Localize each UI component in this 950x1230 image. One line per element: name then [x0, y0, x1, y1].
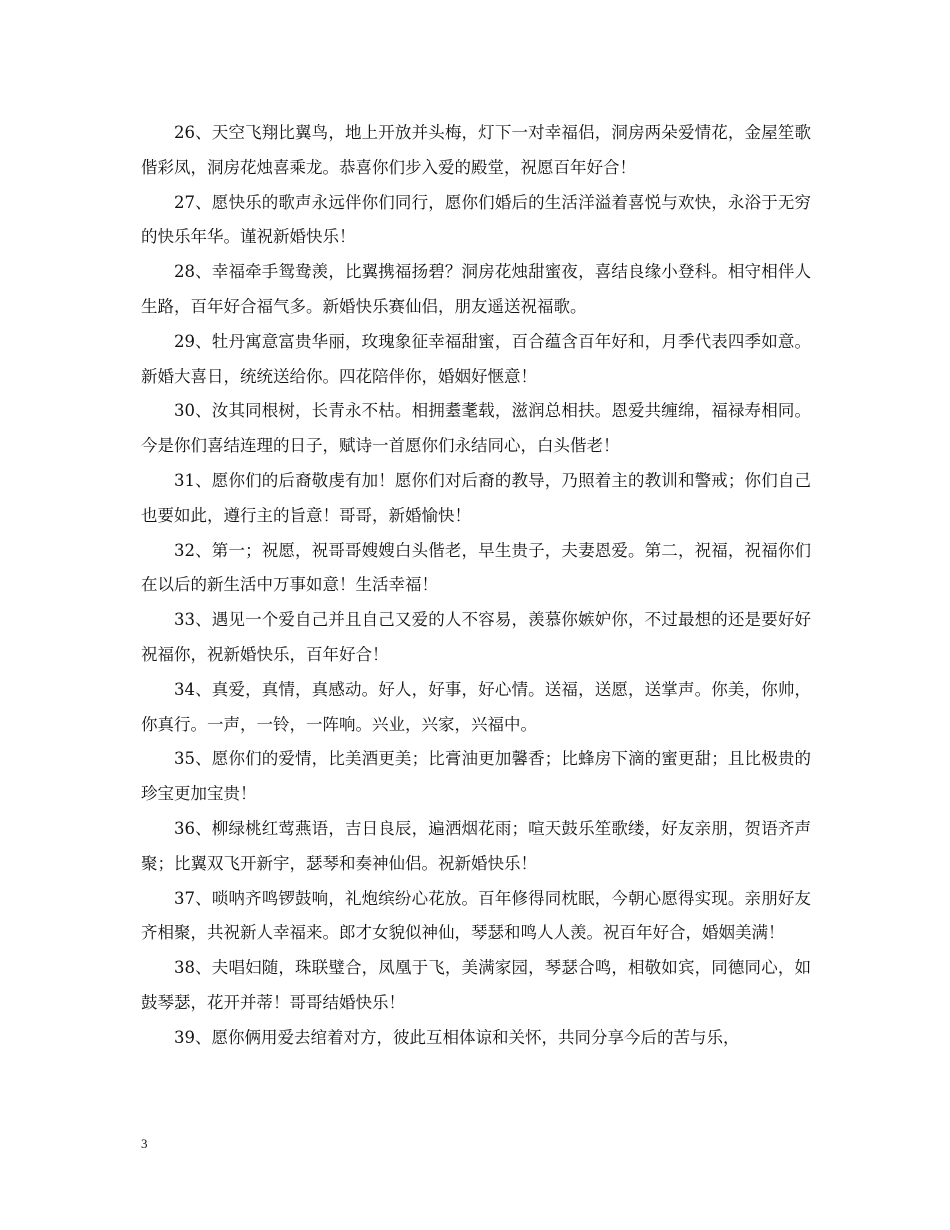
- paragraph-27: 27、愿快乐的歌声永远伴你们同行，愿你们婚后的生活洋溢着喜悦与欢快，永浴于无穷的快乐年华。谨祝新婚快乐！: [141, 192, 811, 247]
- paragraph-33: 33、遇见一个爱自己并且自己又爱的人不容易，羡慕你嫉妒你，不过最想的还是要好好祝福你，祝新婚快乐，百年好合！: [141, 610, 811, 664]
- paragraph-35: 35、愿你们的爱情，比美酒更美；比膏油更加馨香；比蜂房下滴的蜜更甜；且比极贵的珍宝更加宝贵！: [141, 749, 811, 804]
- paragraph-28: 28、幸福牵手鸳鸯羡，比翼携福扬碧？洞房花烛甜蜜夜，喜结良缘小登科。相守相伴人生路，百年好合福气多。新婚快乐赛仙侣，朋友遥送祝福歌。: [141, 262, 811, 316]
- paragraph-37: 37、唢呐齐鸣锣鼓响，礼炮缤纷心花放。百年修得同枕眠，今朝心愿得实现。亲朋好友齐相聚，共祝新人幸福来。郎才女貌似神仙，琴瑟和鸣人人羡。祝百年好合，婚姻美满！: [141, 888, 811, 943]
- paragraph-29: 29、牡丹寓意富贵华丽，玫瑰象征幸福甜蜜，百合蕴含百年好和，月季代表四季如意。新婚大喜日，统统送给你。四花陪伴你，婚姻好惬意！: [141, 331, 811, 386]
- paragraph-34: 34、真爱，真情，真感动。好人，好事，好心情。送福，送愿，送掌声。你美，你帅，你真行。一声，一铃，一阵响。兴业，兴家，兴福中。: [141, 679, 811, 734]
- paragraph-31: 31、愿你们的后裔敬虔有加！愿你们对后裔的教导，乃照着主的教训和警戒；你们自己也要如此，遵行主的旨意！哥哥，新婚愉快！: [141, 470, 811, 525]
- page-number: 3: [141, 1136, 148, 1151]
- paragraph-32: 32、第一；祝愿，祝哥哥嫂嫂白头偕老，早生贵子，夫妻恩爱。第二，祝福，祝福你们在以后的新生活中万事如意！生活幸福！: [141, 540, 811, 595]
- paragraph-26: 26、天空飞翔比翼鸟，地上开放并头梅，灯下一对幸福侣，洞房两朵爱情花，金屋笙歌偕彩凤，洞房花烛喜乘龙。恭喜你们步入爱的殿堂，祝愿百年好合！: [141, 123, 811, 177]
- paragraph-36: 36、柳绿桃红莺燕语，吉日良辰，遍洒烟花雨；喧天鼓乐笙歌缕，好友亲朋，贺语齐声聚；比翼双飞开新宇，瑟琴和奏神仙侣。祝新婚快乐！: [141, 818, 811, 873]
- paragraph-38: 38、夫唱妇随，珠联璧合，凤凰于飞，美满家园，琴瑟合鸣，相敬如宾，同德同心，如鼓琴瑟，花开并蒂！哥哥结婚快乐！: [141, 958, 811, 1012]
- document-body: [141, 116, 811, 1056]
- paragraph-39: 39、愿你俩用爱去绾着对方，彼此互相体谅和关怀，共同分享今后的苦与乐，: [174, 1027, 740, 1047]
- paragraph-30: 30、汝其同根树，长青永不枯。相拥耋耄载，滋润总相扶。恩爱共缠绵，福禄寿相同。今是你们喜结连理的日子，赋诗一首愿你们永结同心，白头偕老！: [141, 401, 811, 456]
